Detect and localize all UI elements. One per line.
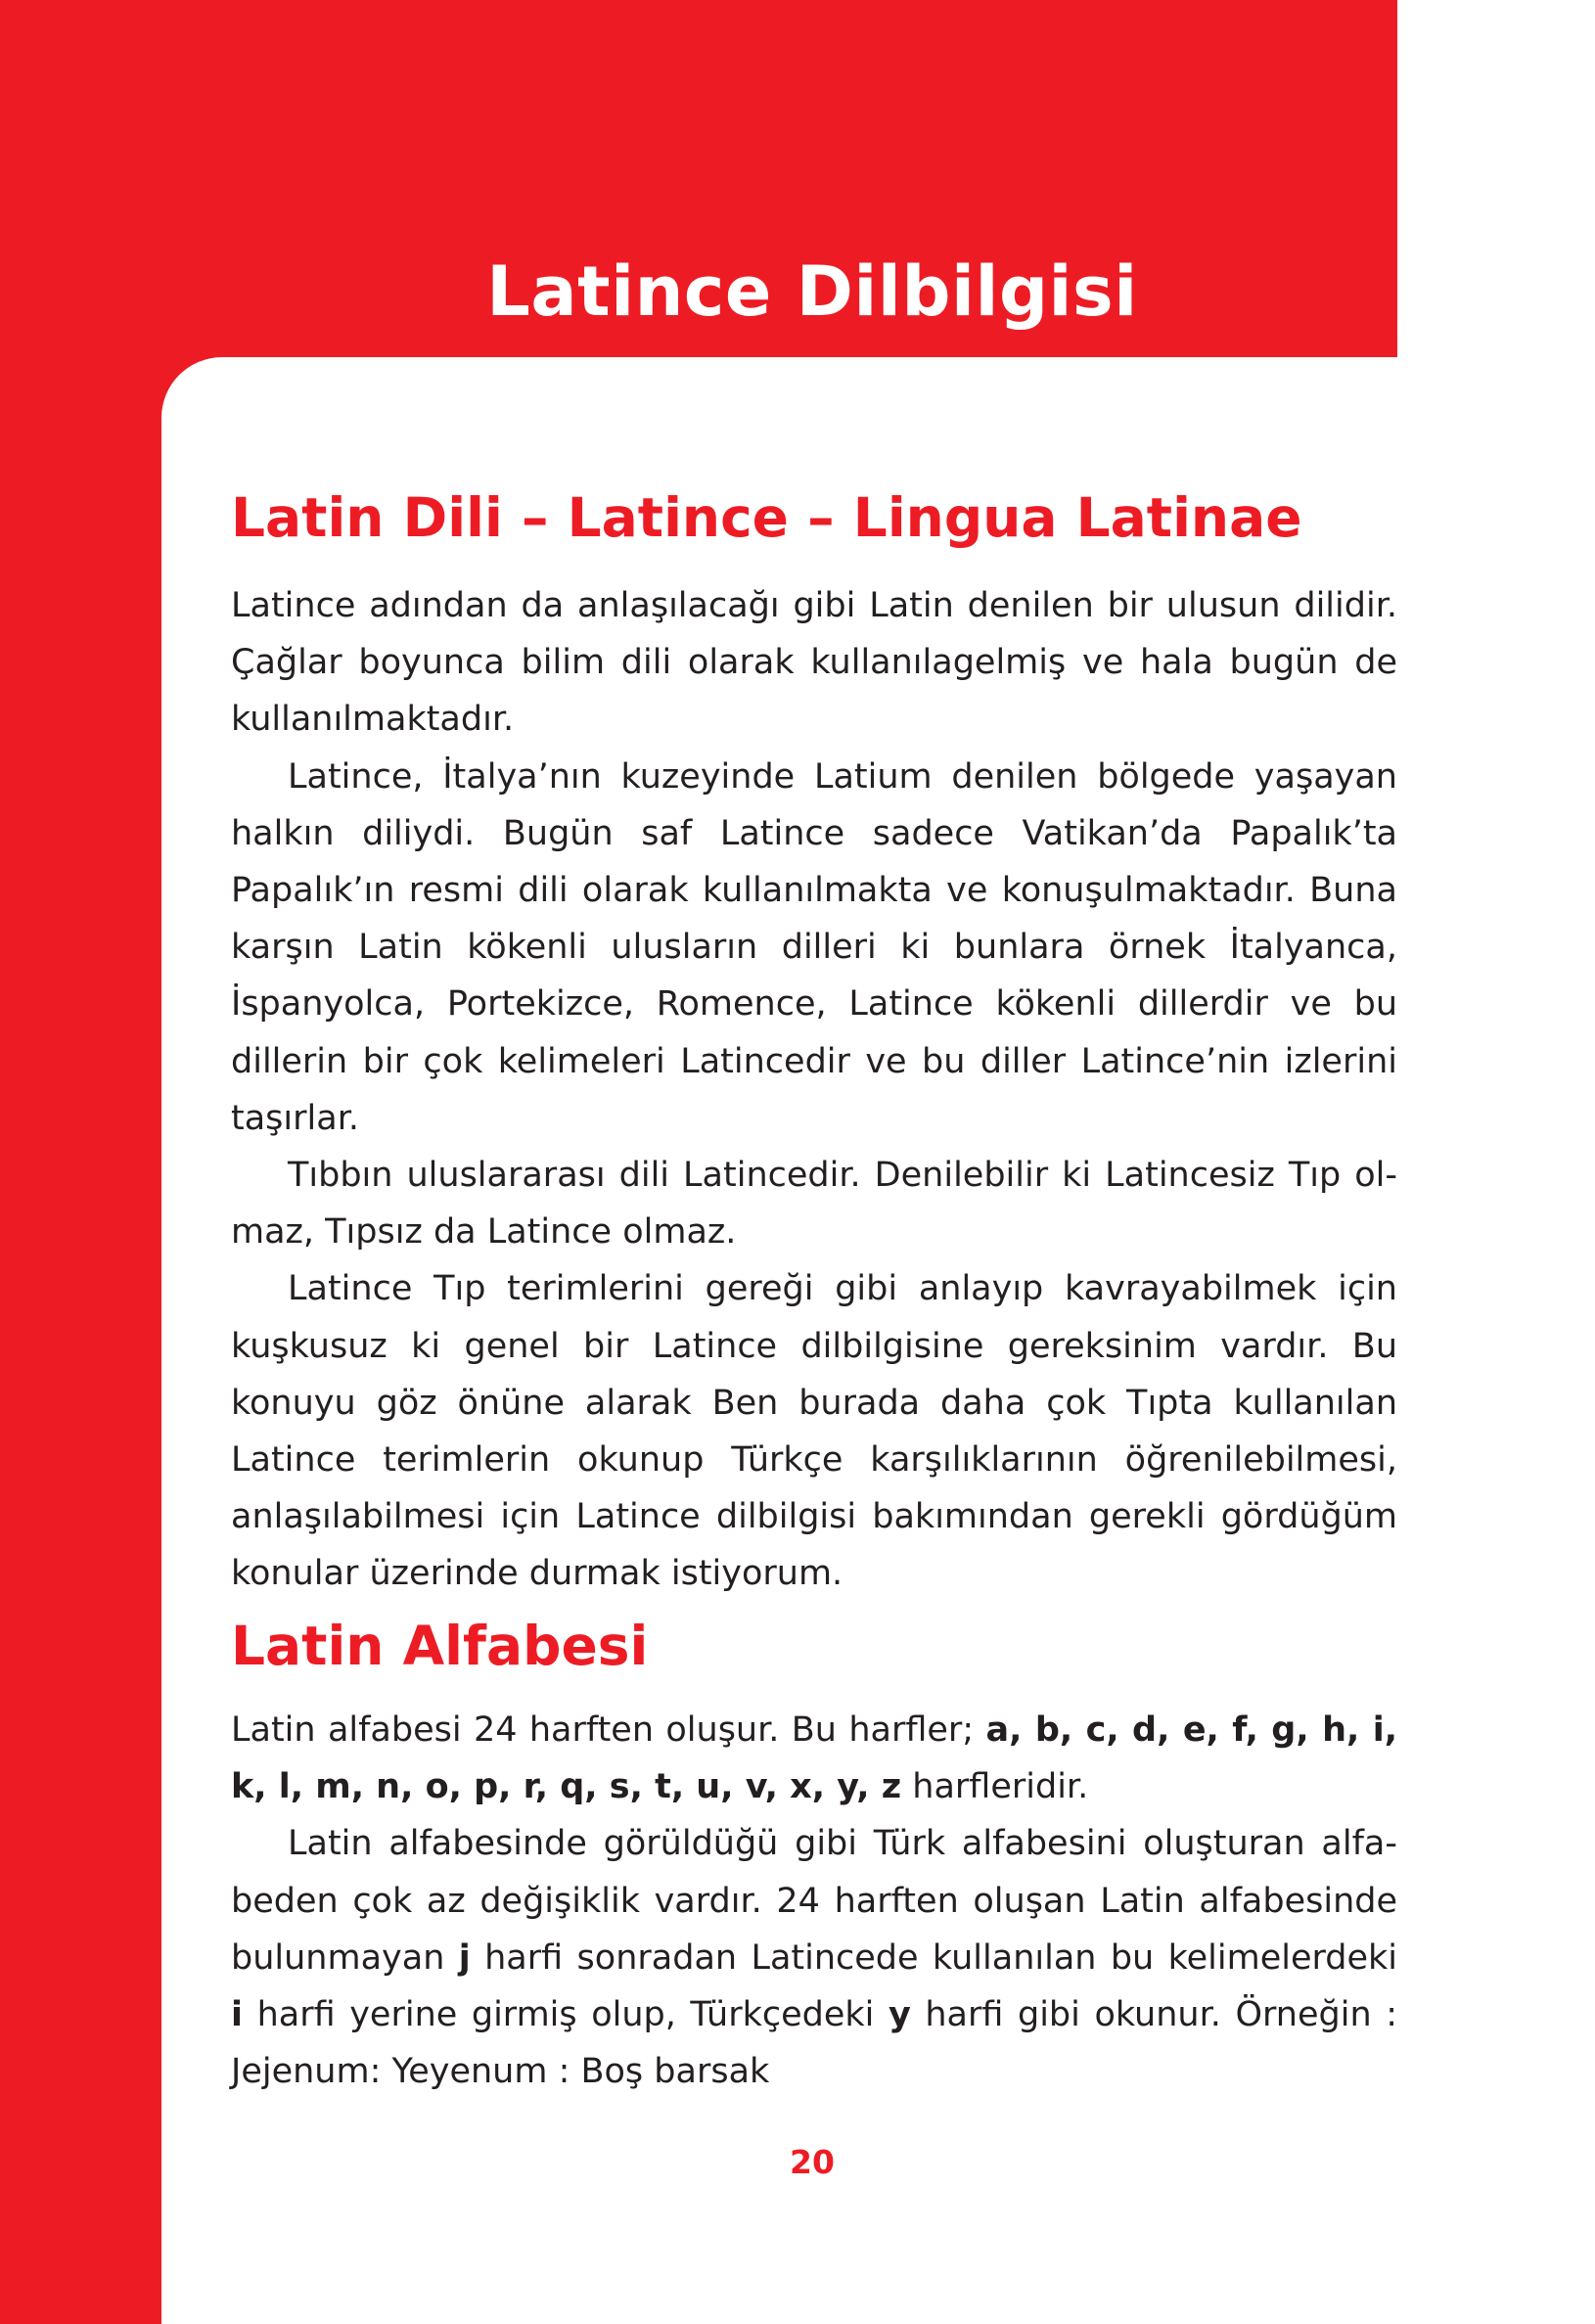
section-heading-latin-dili: Latin Dili – Latince – Lingua Latinae: [231, 486, 1302, 549]
section-body-latin-dili: [231, 577, 1397, 1603]
letter-j: j: [458, 1937, 471, 1978]
letter-y: y: [888, 1995, 911, 2035]
section-body-latin-alfabesi: [231, 1702, 1397, 2100]
chapter-title: Latince Dilbilgisi: [486, 251, 1138, 332]
text-run: harfi gibi okunur. Örneğin : Jejenum: Yeyenum : Boş barsak: [231, 1995, 1397, 2092]
paragraph: Latince adından da anlaşılacağı gibi Latin denilen bir ulusun dilidir. Çağlar boyunca bilim dili olarak kullanılagelmiş ve hala bugün de kullanılmaktadır.: [231, 586, 1397, 740]
alphabet-letters: a, b, c, d, e, f, g, h, i, k, l, m, n, o, p, r, q, s, t, u, v, x, y, z: [231, 1710, 1398, 1807]
section-heading-latin-alfabesi: Latin Alfabesi: [231, 1615, 649, 1677]
paragraph-alphabet-notes: [231, 1815, 1397, 2100]
alphabet-intro-text: Latin alfabesi 24 harften oluşur. Bu harfler;: [231, 1710, 986, 1750]
page-number: 20: [790, 2143, 835, 2181]
paragraph: Tıbbın uluslararası dili Latincedir. Denilebilir ki Latincesiz Tıp olmaz, Tıpsız da Latince olmaz.: [231, 1156, 1397, 1253]
text-run: harfi yerine girmiş olup, Türkçedeki: [243, 1995, 889, 2035]
alphabet-outro-text: harfleridir.: [901, 1767, 1089, 1807]
letter-i: i: [231, 1995, 243, 2035]
text-run: Latin alfabesinde görüldüğü gibi Türk alfabesini oluşturan alfabeden çok az değişiklik vardır. 24 harften oluşan Latin alfabesinde bulunmayan: [231, 1824, 1397, 1978]
paragraph: Latince, İtalya’nın kuzeyinde Latium denilen bölgede yaşayan halkın diliydi. Bugün saf Latince sadece Vatikan’da Papalık’ta Papalık’ın resmi dili olarak kullanılmakta ve konuşulmaktadır. Buna karşın Latin kökenli ulusların dilleri ki bunlara örnek İtalyanca, İspanyolca, Portekizce, Romence, Latince kökenli dillerdir ve bu dillerin bir çok kelimeleri Latincedir ve bu diller Latince’nin izlerini taşırlar.: [231, 756, 1397, 1138]
paragraph: Latince Tıp terimlerini gereği gibi anlayıp kavrayabilmek için kuşkusuz ki genel bir Latince dilbilgisine gereksinim vardır. Bu konuyu göz önüne alarak Ben burada daha çok Tıpta kullanılan Latince terimlerin okunup Türkçe karşılıklarının öğrenilebilmesi, anlaşılabilmesi için Latince dilbilgisi bakımından gerekli gördüğüm konular üzerinde durmak istiyorum.: [231, 1269, 1397, 1594]
text-run: harfi sonradan Latincede kullanılan bu kelimelerdeki: [470, 1937, 1397, 1978]
paragraph-alphabet-list: [231, 1702, 1397, 1815]
